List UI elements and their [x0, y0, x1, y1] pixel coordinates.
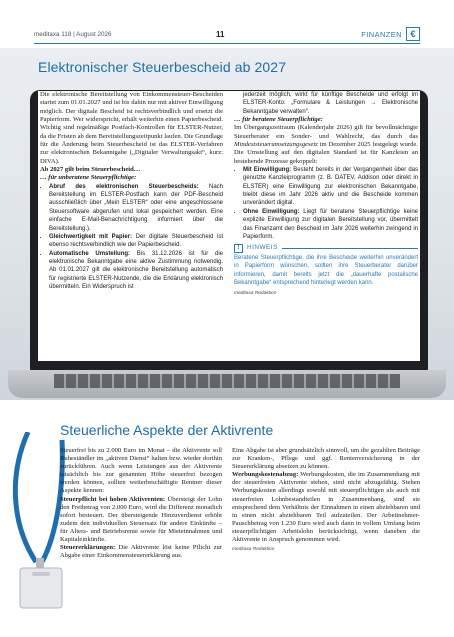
- article2-title: Steuerliche Aspekte der Aktivrente: [60, 422, 274, 438]
- article1-subheading-advised: … für beratene Steuerpflichtige:: [234, 116, 323, 124]
- article1-source: meditaxa Redaktion: [234, 291, 277, 297]
- article1-subheading: Ab 2027 gilt beim Steuerbescheid…: [40, 166, 141, 174]
- article2-paragraph: Eine Abgabe ist aber grundsätzlich sinnvoll, um die gezahlten Beiträge zur Kranken-, Pflege und ggf. Rentenversicherung in der Steuererklärung absetzen zu können.: [232, 447, 420, 471]
- section-label: FINANZEN: [361, 30, 402, 39]
- article1-list-advised: [234, 166, 418, 241]
- hinweis-header: [234, 243, 418, 253]
- article1-subheading-unadvised: … für unberatene Steuerpflichtige:: [40, 174, 137, 182]
- article1-intro: Die elektronische Bereitstellung von Einkommensteuer-Bescheiden startet zum 01.01.2027 und ist bis dahin nur mit aktiver Einwilligung möglich. Der digitale Bescheid ist rechtsverbindlich und ersetzt die Papierform. Wer widerspricht, erhält weiterhin einen Papierbescheid. Wichtig sind regelmäßige Postfach-Kontrollen für ELSTER-Nutzer, da die Fristen ab dem Bereitstellungszeitpunkt laufen. Die Grundlage für die Änderung beim Steuerbescheid ist das ELSTER-Verfahren zur elektronischen Bekanntgabe („Digitaler Verwaltungsakt“, kurz: DIVA).: [40, 91, 223, 165]
- hinweis-label: HINWEIS: [247, 244, 278, 252]
- hinweis-rule: [282, 248, 418, 249]
- header-rule: [34, 43, 420, 44]
- laptop-keyboard: [54, 374, 400, 388]
- article2-intro: Steuerfrei bis zu 2.000 Euro im Monat – die Aktivrente soll Ruheständler im „aktiven Dienst“ halten bzw. wieder dorthin zurückführen. Auch wenn Leistungen aus der Aktivrente tatsächlich bis zur genannten Höhe steuerfrei bezogen werden können, sollten weiterbeschäftigte Rentner dieser Aspekte kennen:: [60, 447, 222, 495]
- list-item: • Ohne Einwilligung: Liegt für beratene Steuerpflichtige keine explizite Einwilligung zur digitalen Bereitstellung vor, übermittelt das Finanzamt den Bescheid im Jahr 2026 weiterhin zwingend in Papierform.: [243, 208, 418, 241]
- article1-column-left: [40, 91, 223, 291]
- exclamation-icon: !: [234, 244, 243, 253]
- article2-column-right: [232, 447, 420, 554]
- issue-info: meditaxa 118 | August 2026: [34, 31, 112, 38]
- page-number: 11: [216, 30, 225, 39]
- article2-source: meditaxa Redaktion: [232, 547, 275, 553]
- article2-paragraph: Werbungskostenabzug: Werbungskosten, die im Zusammenhang mit der steuerfreien Aktivrente stehen, sind nicht abzugsfähig. Stehen Werbungskosten allerdings sowohl mit steuerpflichtigen als auch mit steuerfreien Lohnbestandteilen in Zusammenhang, sind sie entsprechend dem Verhältnis der Einnahmen in einen abziehbaren und in einen nicht abziehbaren Teil aufzuteilen. Der Arbeitnehmer-Pauschbetrag von 1.230 Euro wird auch dann in vollem Umfang beim steuerpflichtigen Arbeitslohn berücksichtigt, wenn daneben die Aktivrente in Anspruch genommen wird.: [232, 471, 420, 544]
- article1-list-continued: [234, 91, 418, 116]
- article1-list-unadvised: [40, 183, 223, 291]
- hinweis-text: Beratene Steuerpflichtige, die ihre Bescheide weiterhin unverändert in Papierform wünschen, sollten ihre Steuerberater darüber informieren, damit bereits jetzt die „dauerhafte postalische Bekanntgabe“ entsprechend hinterlegt werden kann.: [234, 255, 418, 287]
- article1-advised-paragraph: Im Übergangszeitraum (Kalenderjahr 2026) gilt für bevollmächtigte Steuerberater ein Sonder- und Wahlrecht, das durch das Mindeststeuerumsetzungsgesetz im Dezember 2025 festgelegt wurde. Die Umstellung auf den digitalen Standard ist für Kanzleien an bestehende Prozesse gekoppelt:: [234, 124, 418, 165]
- article2-column-left: [60, 447, 222, 560]
- euro-icon: €: [406, 27, 420, 41]
- list-item: • Automatische Umstellung: Bis 31.12.2026 ist für die elektronische Bekanntgabe eine aktive Zustimmung notwendig. Ab 01.01.2027 gilt die elektronische Bereitstellung automatisch für registrierte ELSTER-Nutzende, die die Erklärung elektronisch übermitteln. Ein Widerspruch ist: [49, 250, 223, 292]
- article1-title: Elektronischer Steuerbescheid ab 2027: [38, 59, 287, 75]
- list-item: • Abruf des elektronischen Steuerbescheids: Nach Bereitstellung im ELSTER-Postfach kann der PDF-Bescheid ausschließlich über „Mein ELSTER“ oder eine angeschlossene Steuersoftware abgerufen und lokal gespeichert werden. Eine einfache E-Mail-Benachrichtigung informiert über die Bereitstellung.).: [49, 183, 223, 233]
- article1-panel: [38, 91, 420, 361]
- article1-column-right: [234, 91, 418, 299]
- article2-paragraph: Steuerpflicht bei hohen Aktivrenten: Übersteigt der Lohn den Freibetrag von 2.000 Euro, wird die Differenz monatlich sofort besteuert. Der übersteigende Hinzuverdienst erhöht zudem den individuellen Steuersatz für andere Einkünfte – für Alters- und Betriebsrente sowie für Mieteinnahmen und Kapitaleinkünfte.: [60, 495, 222, 544]
- list-item-continued: jederzeit möglich, wirkt für künftige Bescheide und erfolgt im ELSTER-Konto: „Formulare & Leistungen → Elektronische Bekanntgabe verwalten“.: [243, 92, 418, 115]
- list-item: • Mit Einwilligung: Besteht bereits in der Vergangenheit über das genutzte Kanzleiprogramm (z. B. DATEV, Addison oder direkt in ELSTER) eine Einwilligung zur elektronischen Bekanntgabe, bleibt diese im Jahr 2026 aktiv und die Bescheide kommen unverändert digital.: [243, 166, 418, 208]
- list-item: • Gleichwertigkeit mit Papier: Der digitale Steuerbescheid ist ebenso rechtsverbindlich wie der Papierbescheid.: [49, 233, 223, 250]
- page-header: [0, 0, 454, 44]
- article2-paragraph: Steuererklärungen: Die Aktivrente löst keine Pflicht zur Abgabe einer Einkommensteuererklärung aus.: [60, 544, 222, 560]
